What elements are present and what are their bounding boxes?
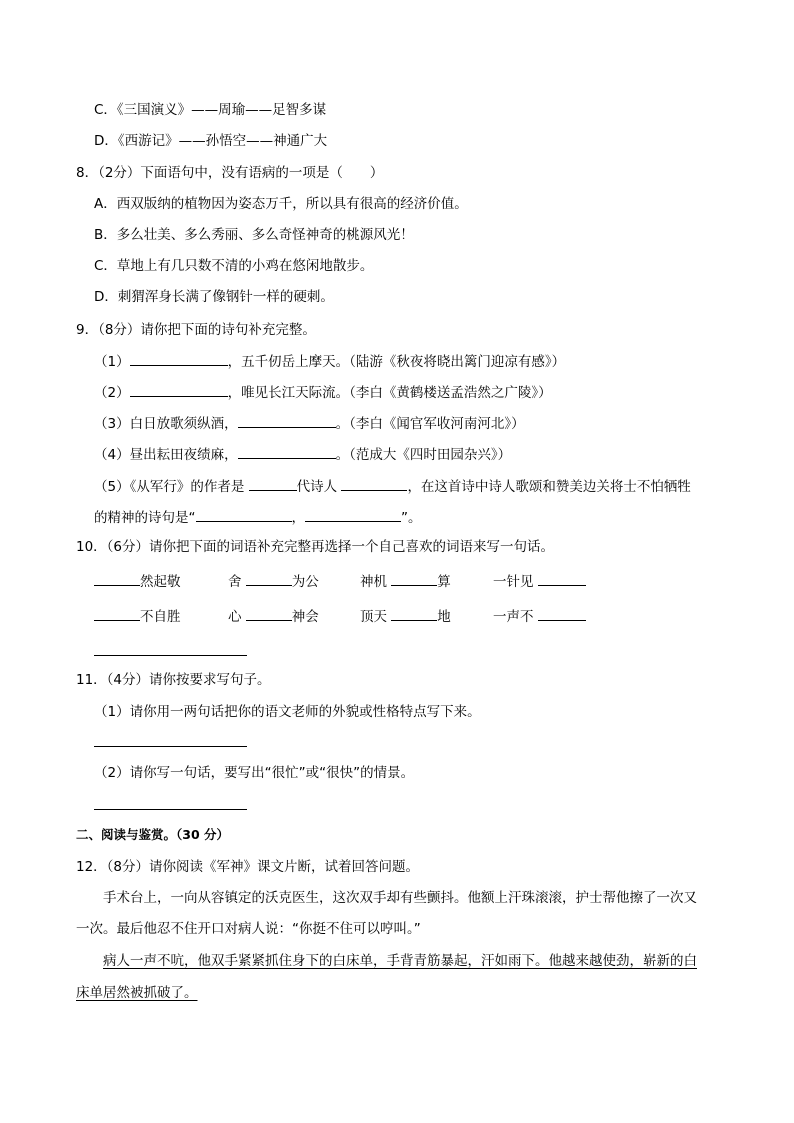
q10-blank-4[interactable] <box>538 570 586 586</box>
q10-word-2b: 为公 <box>291 574 319 590</box>
q10-item-7 <box>360 605 451 627</box>
q9-line-3 <box>94 412 525 434</box>
q9-blank-verse-1[interactable] <box>196 506 292 522</box>
q10-word-8: 一声不 <box>493 609 534 625</box>
q12-passage-line-1: 手术台上，一向从容镇定的沃克医生，这次双手却有些颤抖。他额上汗珠滚滚，护士帮他擦了一次又 <box>103 890 697 906</box>
q9-line-6-c: ”。 <box>401 510 422 526</box>
q10-word-3a: 神机 <box>360 574 387 590</box>
q11-answer-line-2[interactable] <box>94 809 247 810</box>
q10-word-7a: 顶天 <box>360 609 387 625</box>
q10-item-8 <box>493 605 586 627</box>
q10-blank-2[interactable] <box>246 570 292 586</box>
q12-passage-line-2: 一次。最后他忍不住开口对病人说：“你挺不住可以哼叫。” <box>76 921 421 937</box>
q10-word-2a: 舍 <box>228 574 242 590</box>
q9-blank-poet[interactable] <box>341 475 407 491</box>
q9-line-2-num: （2） <box>94 385 130 401</box>
q10-blank-8[interactable] <box>538 605 586 621</box>
q11-prompt-1: （1）请你用一两句话把你的语文老师的外貌或性格特点写下来。 <box>94 704 481 720</box>
q9-line-4-tail: 。（范成大《四时田园杂兴》） <box>335 447 512 463</box>
q10-item-6 <box>228 605 319 627</box>
q8-stem: 8．（2分）下面语句中，没有语病的一项是（ ） <box>76 165 384 181</box>
q9-blank-3[interactable] <box>238 412 336 428</box>
q12-stem: 12．（8分）请你阅读《军神》课文片断，试着回答问题。 <box>76 859 420 875</box>
q9-blank-1[interactable] <box>130 350 228 366</box>
q11-prompt-2: （2）请你写一句话，要写出“很忙”或“很快”的情景。 <box>94 765 415 781</box>
q9-blank-verse-2[interactable] <box>305 506 401 522</box>
q12-passage-underlined-2: 床单居然被抓破了。 <box>76 985 198 1001</box>
q10-row-2 <box>94 605 181 627</box>
q7-option-d: D．《西游记》——孙悟空——神通广大 <box>94 133 328 149</box>
q9-line-3-tail: 。（李白《闻官军收河南河北》） <box>335 416 525 432</box>
q9-blank-2[interactable] <box>130 381 228 397</box>
q10-word-5: 不自胜 <box>140 609 181 625</box>
q9-line-6 <box>94 506 422 528</box>
q9-line-5-a: （5）《从军行》的作者是 <box>94 479 245 495</box>
q10-answer-line[interactable] <box>94 655 247 656</box>
section-2-title: 二、阅读与鉴赏。（30 分） <box>76 827 229 842</box>
q9-line-5 <box>94 475 691 497</box>
q10-item-2 <box>228 570 319 592</box>
q10-blank-5[interactable] <box>94 605 140 621</box>
q8-option-c: C．草地上有几只数不清的小鸡在悠闲地散步。 <box>94 258 374 274</box>
q10-word-6b: 神会 <box>291 609 319 625</box>
q10-item-3 <box>360 570 451 592</box>
q8-option-b: B．多么壮美、多么秀丽、多么奇怪神奇的桃源风光！ <box>94 227 414 243</box>
q10-word-3b: 算 <box>437 574 451 590</box>
q11-answer-line-1[interactable] <box>94 746 247 747</box>
q10-blank-3[interactable] <box>391 570 437 586</box>
q9-line-5-c: ，在这首诗中诗人歌颂和赞美边关将士不怕牺牲 <box>407 479 691 495</box>
q9-line-3-text: （3）白日放歌须纵酒， <box>94 416 238 432</box>
q10-blank-6[interactable] <box>246 605 292 621</box>
q11-stem: 11．（4分）请你按要求写句子。 <box>76 672 271 688</box>
q9-line-2 <box>94 381 552 403</box>
q10-blank-1[interactable] <box>94 570 140 586</box>
q9-line-2-text: ，唯见长江天际流。（李白《黄鹤楼送孟浩然之广陵》） <box>227 385 552 401</box>
q9-line-1-text: ，五千仞岳上摩天。（陆游《秋夜将晓出篱门迎凉有感》） <box>227 354 566 370</box>
q9-blank-4[interactable] <box>238 443 336 459</box>
q9-line-6-b: ， <box>291 510 305 526</box>
q9-line-5-b: 代诗人 <box>296 479 338 495</box>
q8-option-a: A．西双版纳的植物因为姿态万千，所以具有很高的经济价值。 <box>94 196 468 212</box>
q10-word-4: 一针见 <box>493 574 534 590</box>
q9-line-4-text: （4）昼出耘田夜绩麻， <box>94 447 238 463</box>
q10-item-4 <box>493 570 586 592</box>
q10-word-7b: 地 <box>437 609 451 625</box>
q9-line-1 <box>94 350 565 372</box>
q9-line-4 <box>94 443 511 465</box>
q10-blank-7[interactable] <box>391 605 437 621</box>
q7-option-c: C．《三国演义》——周瑜——足智多谋 <box>94 102 327 118</box>
q10-row-1 <box>94 570 181 592</box>
q9-stem: 9．（8分）请你把下面的诗句补充完整。 <box>76 322 316 338</box>
q9-line-6-a: 的精神的诗句是“ <box>94 510 196 526</box>
q9-line-1-num: （1） <box>94 354 130 370</box>
q10-word-1: 然起敬 <box>140 574 181 590</box>
q9-blank-dynasty[interactable] <box>249 475 297 491</box>
q12-passage-underlined-1: 病人一声不吭，他双手紧紧抓住身下的白床单，手背青筋暴起，汗如雨下。他越来越使劲，崭新的白 <box>103 953 697 969</box>
q10-word-6a: 心 <box>228 609 242 625</box>
q10-stem: 10．（6分）请你把下面的词语补充完整再选择一个自己喜欢的词语来写一句话。 <box>76 539 555 555</box>
q8-option-d: D．刺猬浑身长满了像钢针一样的硬刺。 <box>94 289 334 305</box>
